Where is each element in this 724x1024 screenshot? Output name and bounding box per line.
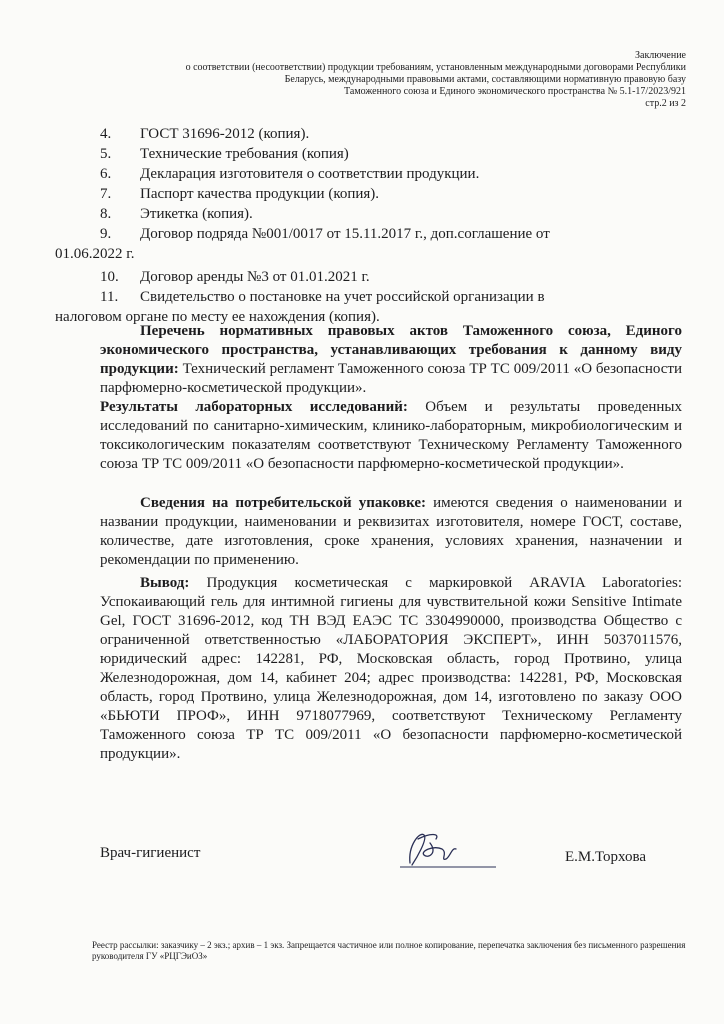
list-item-number: 7. [100,186,112,202]
signer-name: Е.М.Торхова [564,849,646,865]
section-regulations-heading: Перечень нормативных правовых актов Таможенного союза, Единого экономического пространства, устанавливающих требования к данному виду продукции: [100,323,682,377]
signer-position: Врач-гигиенист [100,845,201,861]
section-conclusion-heading: Вывод: [140,575,190,591]
section-conclusion-text: Продукция косметическая с маркировкой ARAVIA Laboratories: Успокаивающий гель для интимной гигиены для чувствительной кожи Sensitive Intimate Gel, ГОСТ 31696-2012, код ТН ВЭД ЕАЭС ТС 3304990000, производства Общество с ограниченной ответственностью «ЛАБОРАТОРИЯ ЭКСПЕРТ», ИНН 5037011576, юридический адрес: 142281, РФ, Московская область, город Протвино, улица Железнодорожная, дом 14, кабинет 204; адрес производства: 142281, РФ, Московская область, город Протвино, улица Железнодорожная, дом 14, изготовлено по заказу ООО «БЬЮТИ ПРОФ», ИНН 9718077969, соответствуют Техническому Регламенту Таможенного союза ТР ТС 009/2011 «О безопасности парфюмерно-косметической продукции». [100,575,682,762]
list-item-continuation: 01.06.2022 г. [55,246,135,262]
list-item-number: 11. [100,289,119,305]
section-lab-text: Объем и результаты проведенных исследований по санитарно-химическим, клинико-лабораторным, микробиологическим и токсикологическим показателям соответствуют Техническому Регламенту Таможенного союза ТР ТС 009/2011 «О безопасности парфюмерно-косметической продукции». [100,399,682,472]
section-packaging-text: имеются сведения о наименовании и названии продукции, наименовании и реквизитах изготовителя, номере ГОСТ, составе, количестве, дате изготовления, сроке хранения, условиях хранения, назначении и рекомендации по применению. [100,495,682,568]
list-item [100,124,685,144]
list-item-number: 10. [100,269,119,285]
list-item-number: 6. [100,166,112,182]
list-item-number: 4. [100,126,112,142]
header-line-3: Таможенного союза и Единого экономического пространства № 5.1-17/2023/921 [344,86,686,97]
document-header [86,50,686,110]
header-line-1: о соответствии (несоответствии) продукции требованиям, установленным международными договорами Республики [185,62,686,73]
list-item [55,224,685,264]
list-item [100,267,685,287]
list-item-text: Договор подряда №001/0017 от 15.11.2017 г., доп.соглашение от [140,226,550,242]
list-item-text: Паспорт качества продукции (копия). [140,186,380,202]
section-regulations-text: Технический регламент Таможенного союза ТР ТС 009/2011 «О безопасности парфюмерно-косметической продукции». [100,361,682,396]
list-item-number: 5. [100,146,112,162]
list-item-text: ГОСТ 31696-2012 (копия). [140,126,310,142]
signature-block [100,843,682,883]
list-item [100,144,685,164]
attachments-list [55,124,685,327]
list-item [55,287,685,327]
page-number: стр.2 из 2 [645,98,686,109]
footer-distribution-note: Реестр рассылки: заказчику – 2 экз.; архив – 1 экз. Запрещается частичное или полное копирование, перепечатка заключения без письменного разрешения руководителя ГУ «РЦГЭиОЗ» [92,940,686,961]
list-item-number: 8. [100,206,112,222]
handwritten-signature [390,825,500,875]
list-item [100,184,685,204]
list-item [100,204,685,224]
section-conclusion [100,574,682,764]
list-item-continuation: налоговом органе по месту ее нахождения (копия). [55,309,380,325]
list-item-text: Технические требования (копия) [140,146,349,162]
section-lab-heading: Результаты лабораторных исследований: [100,399,408,415]
header-line-title: Заключение [635,50,686,61]
section-lab-results [100,398,682,474]
section-packaging [100,494,682,570]
header-line-2: Беларусь, международными правовыми актами, составляющими нормативную правовую базу [284,74,686,85]
section-regulations [100,322,682,398]
section-packaging-heading: Сведения на потребительской упаковке: [140,495,427,511]
list-item-text: Декларация изготовителя о соответствии продукции. [140,166,480,182]
list-item-text: Договор аренды №3 от 01.01.2021 г. [140,269,370,285]
list-item-text: Этикетка (копия). [140,206,253,222]
list-item-text: Свидетельство о постановке на учет российской организации в [140,289,545,305]
list-item [100,164,685,184]
list-item-number: 9. [100,226,112,242]
